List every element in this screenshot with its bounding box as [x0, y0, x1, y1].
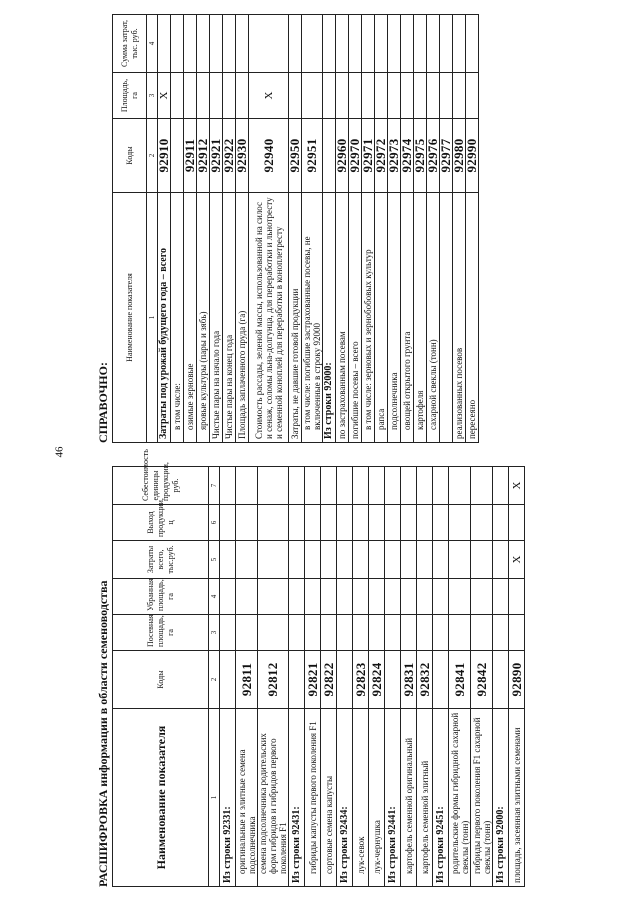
value-cell: [493, 579, 509, 615]
row-code: 92975: [414, 119, 427, 193]
value-cell: [417, 505, 433, 541]
row-code: [337, 651, 353, 709]
value-cell: [353, 505, 369, 541]
row-label: Чистые пары на конец года: [223, 193, 236, 443]
value-cell: [337, 579, 353, 615]
row-code: [433, 651, 449, 709]
value-cell: [493, 615, 509, 651]
value-cell: [427, 15, 440, 73]
table-row: [414, 15, 427, 443]
row-code: 92911: [184, 119, 197, 193]
value-cell: [289, 467, 305, 505]
row-label: Площадь заплаченного пруда (га): [236, 193, 249, 443]
value-cell: [236, 15, 249, 73]
row-label: озимые зерновые: [184, 193, 197, 443]
value-cell: [493, 541, 509, 579]
value-cell: [385, 579, 401, 615]
value-cell: [369, 615, 385, 651]
row-label: Затраты, не давшие готовой продукции: [289, 193, 302, 443]
row-code: 92977: [440, 119, 453, 193]
row-label: семена подсолнечника родительских форм гибридов и гибридов первого поколения F1: [258, 709, 289, 887]
row-label: картофель семенной оригинальный: [401, 709, 417, 887]
row-code: 92973: [388, 119, 401, 193]
value-cell: [336, 15, 349, 73]
value-cell: [184, 73, 197, 119]
row-code: [493, 651, 509, 709]
table-row: [321, 467, 337, 887]
row-code: 92823: [353, 651, 369, 709]
value-cell: [388, 15, 401, 73]
header-row: [113, 15, 147, 443]
row-code: 92970: [349, 119, 362, 193]
table-row: [417, 467, 433, 887]
value-cell: [353, 615, 369, 651]
row-code: 92960: [336, 119, 349, 193]
row-label: гибриды первого поколения F1 сахарной свеклы (тонн): [471, 709, 493, 887]
value-cell: [236, 579, 258, 615]
value-cell: [401, 15, 414, 73]
value-cell: [321, 467, 337, 505]
row-label: в том числе: зерновых и зернобобовых культур: [362, 193, 375, 443]
table-row: [220, 467, 236, 887]
value-cell: [337, 467, 353, 505]
value-cell: [449, 541, 471, 579]
value-cell: [369, 541, 385, 579]
row-label: гибриды капусты первого поколения F1: [305, 709, 321, 887]
row-label: картофеля: [414, 193, 427, 443]
value-cell: [258, 579, 289, 615]
col-number: 5: [209, 541, 220, 579]
value-cell: [362, 15, 375, 73]
column-number-row: [209, 467, 220, 887]
value-cell: [337, 505, 353, 541]
row-label: родительские формы гибридной сахарной свеклы (тонн): [449, 709, 471, 887]
row-code: 92972: [375, 119, 388, 193]
table-row: [171, 15, 184, 443]
table-row: [401, 15, 414, 443]
value-cell: [258, 467, 289, 505]
x-mark: X: [249, 73, 289, 119]
column-number-row: [147, 15, 158, 443]
col-header: Наименование показателя: [113, 709, 209, 887]
value-cell: [236, 541, 258, 579]
value-cell: [417, 467, 433, 505]
row-label: яровые культуры (пары и зябь): [197, 193, 210, 443]
value-cell: [220, 579, 236, 615]
value-cell: [210, 73, 223, 119]
table-row: [349, 15, 362, 443]
value-cell: [385, 467, 401, 505]
value-cell: [220, 467, 236, 505]
value-cell: [433, 467, 449, 505]
value-cell: [440, 15, 453, 73]
value-cell: [509, 579, 525, 615]
col-header: Наименование показателя: [113, 193, 147, 443]
row-label: Из строки 92000:: [493, 709, 509, 887]
value-cell: [375, 73, 388, 119]
value-cell: [321, 541, 337, 579]
row-code: 92831: [401, 651, 417, 709]
row-code: 92980: [453, 119, 466, 193]
table-row: [184, 15, 197, 443]
value-cell: [427, 73, 440, 119]
table-row: [385, 467, 401, 887]
value-cell: [321, 615, 337, 651]
value-cell: [471, 579, 493, 615]
table-body: [220, 467, 525, 887]
col-number: 3: [147, 73, 158, 119]
value-cell: [305, 615, 321, 651]
x-mark: X: [158, 73, 171, 119]
value-cell: [385, 505, 401, 541]
left-section-title: РАСШИФРОВКА информации в области семеноводства: [96, 580, 110, 887]
row-label: в том числе:: [171, 193, 184, 443]
value-cell: [258, 541, 289, 579]
value-cell: [471, 467, 493, 505]
col-number: 2: [209, 651, 220, 709]
table-row: [440, 15, 453, 443]
value-cell: [236, 73, 249, 119]
value-cell: [353, 541, 369, 579]
row-code: 92921: [210, 119, 223, 193]
value-cell: [305, 579, 321, 615]
col-number: 6: [209, 505, 220, 541]
table-row: [362, 15, 375, 443]
value-cell: [171, 15, 184, 73]
table-row: [427, 15, 440, 443]
value-cell: [388, 73, 401, 119]
col-header: Коды: [113, 651, 209, 709]
value-cell: [493, 467, 509, 505]
value-cell: [197, 15, 210, 73]
value-cell: [349, 73, 362, 119]
value-cell: [385, 615, 401, 651]
table-row: [210, 15, 223, 443]
row-code: 92940: [249, 119, 289, 193]
seed-breakdown-table: [112, 449, 525, 887]
row-code: 92990: [466, 119, 479, 193]
table-row: [466, 15, 479, 443]
row-label: Из строки 92451:: [433, 709, 449, 887]
row-label: картофель семенной элитный: [417, 709, 433, 887]
col-number: 7: [209, 467, 220, 505]
table-row: [223, 15, 236, 443]
col-header: Выход продукции, ц: [113, 505, 209, 541]
row-code: 92951: [302, 119, 323, 193]
table-body: [158, 15, 479, 443]
value-cell: [184, 15, 197, 73]
value-cell: [471, 541, 493, 579]
row-label: площадь, засеянная элитными семенами: [509, 709, 525, 887]
value-cell: [305, 505, 321, 541]
row-code: 92912: [197, 119, 210, 193]
table-row: [236, 467, 258, 887]
table-row: [449, 467, 471, 887]
value-cell: [433, 541, 449, 579]
row-label: Затраты под урожай будущего года – всего: [158, 193, 171, 443]
col-number: 4: [147, 15, 158, 73]
row-code: 92824: [369, 651, 385, 709]
value-cell: [171, 73, 184, 119]
table-row: [323, 15, 336, 443]
value-cell: [305, 541, 321, 579]
value-cell: [223, 15, 236, 73]
value-cell: [323, 15, 336, 73]
value-cell: [236, 467, 258, 505]
table-row: [249, 15, 289, 443]
row-label: погибшие посевы – всего: [349, 193, 362, 443]
row-label: Из строки 92431:: [289, 709, 305, 887]
value-cell: [258, 615, 289, 651]
table-row: [258, 467, 289, 887]
value-cell: [353, 579, 369, 615]
value-cell: [417, 579, 433, 615]
col-header: Себестоимость единицы продукции, руб.: [113, 467, 209, 505]
value-cell: [453, 73, 466, 119]
row-code: 92930: [236, 119, 249, 193]
value-cell: [369, 579, 385, 615]
header-row: [113, 467, 209, 887]
table-row: [336, 15, 349, 443]
value-cell: [236, 505, 258, 541]
row-code: 92842: [471, 651, 493, 709]
table-row: [493, 467, 509, 887]
value-cell: [258, 505, 289, 541]
row-code: 92922: [223, 119, 236, 193]
row-code: 92910: [158, 119, 171, 193]
value-cell: [414, 73, 427, 119]
value-cell: [210, 15, 223, 73]
table-row: [375, 15, 388, 443]
value-cell: [220, 615, 236, 651]
value-cell: [466, 15, 479, 73]
row-label: Из строки 92441:: [385, 709, 401, 887]
row-label: Чистые пары на начало года: [210, 193, 223, 443]
col-header: Затраты всего, тыс.руб.: [113, 541, 209, 579]
table-row: [401, 467, 417, 887]
row-label: сортовые семена капусты: [321, 709, 337, 887]
row-code: 92822: [321, 651, 337, 709]
value-cell: [466, 73, 479, 119]
value-cell: [302, 15, 323, 73]
row-code: 92890: [509, 651, 525, 709]
value-cell: [336, 73, 349, 119]
table-row: [158, 15, 171, 443]
row-label: Стоимость рассады, зеленой массы, использованной на силос и сенаж, соломы льна-долгунца, для переработки и льнотресту и семенной коноплей для переработки в коноплетресту: [249, 193, 289, 443]
row-code: 92821: [305, 651, 321, 709]
value-cell: [509, 615, 525, 651]
reference-table: [112, 14, 479, 443]
value-cell: [401, 579, 417, 615]
value-cell: [417, 541, 433, 579]
value-cell: [417, 615, 433, 651]
row-label: лук-севок: [353, 709, 369, 887]
value-cell: [433, 579, 449, 615]
value-cell: [449, 579, 471, 615]
col-number: 1: [147, 193, 158, 443]
value-cell: [305, 467, 321, 505]
row-label: Из строки 92000:: [323, 193, 336, 443]
value-cell: [349, 15, 362, 73]
value-cell: [289, 15, 302, 73]
value-cell: [453, 15, 466, 73]
value-cell: [471, 615, 493, 651]
table-row: [302, 15, 323, 443]
value-cell: [289, 73, 302, 119]
value-cell: [289, 505, 305, 541]
col-header: Коды: [113, 119, 147, 193]
row-code: 92841: [449, 651, 471, 709]
table-row: [369, 467, 385, 887]
value-cell: [401, 73, 414, 119]
value-cell: [369, 505, 385, 541]
value-cell: [220, 541, 236, 579]
value-cell: [362, 73, 375, 119]
table-row: [433, 467, 449, 887]
value-cell: [337, 541, 353, 579]
value-cell: [493, 505, 509, 541]
value-cell: [449, 467, 471, 505]
x-mark: X: [509, 467, 525, 505]
row-code: 92976: [427, 119, 440, 193]
table-row: [289, 15, 302, 443]
row-label: подсолнечника: [388, 193, 401, 443]
row-code: 92974: [401, 119, 414, 193]
value-cell: [509, 505, 525, 541]
table-row: [471, 467, 493, 887]
value-cell: [353, 467, 369, 505]
value-cell: [289, 579, 305, 615]
table-row: [289, 467, 305, 887]
value-cell: [289, 615, 305, 651]
table-row: [236, 15, 249, 443]
value-cell: [385, 541, 401, 579]
value-cell: [401, 505, 417, 541]
col-header: Убранная площадь, га: [113, 579, 209, 615]
row-code: 92950: [289, 119, 302, 193]
row-label: по застрахованным посевам: [336, 193, 349, 443]
value-cell: [321, 579, 337, 615]
value-cell: [220, 505, 236, 541]
row-label: Из строки 92434:: [337, 709, 353, 887]
row-code: [289, 651, 305, 709]
table-row: [197, 15, 210, 443]
value-cell: [223, 73, 236, 119]
row-code: 92832: [417, 651, 433, 709]
table-row: [305, 467, 321, 887]
col-header: Площадь, га: [113, 73, 147, 119]
value-cell: [375, 15, 388, 73]
value-cell: [414, 15, 427, 73]
value-cell: [449, 505, 471, 541]
table-row: [388, 15, 401, 443]
x-mark: X: [509, 541, 525, 579]
row-code: 92811: [236, 651, 258, 709]
col-number: 1: [209, 709, 220, 887]
row-label: пересеяно: [466, 193, 479, 443]
value-cell: [323, 73, 336, 119]
table-row: [453, 15, 466, 443]
row-label: реализованных посевов: [453, 193, 466, 443]
value-cell: [321, 505, 337, 541]
value-cell: [158, 15, 171, 73]
value-cell: [471, 505, 493, 541]
value-cell: [236, 615, 258, 651]
value-cell: [433, 615, 449, 651]
value-cell: [369, 467, 385, 505]
row-code: 92971: [362, 119, 375, 193]
value-cell: [440, 73, 453, 119]
row-code: [385, 651, 401, 709]
value-cell: [197, 73, 210, 119]
value-cell: [249, 15, 289, 73]
value-cell: [289, 541, 305, 579]
right-section-title: СПРАВОЧНО:: [96, 362, 110, 443]
row-code: 92812: [258, 651, 289, 709]
value-cell: [337, 615, 353, 651]
page-number: 46: [53, 446, 66, 458]
row-code: [220, 651, 236, 709]
value-cell: [401, 615, 417, 651]
row-label: рапса: [375, 193, 388, 443]
col-number: 4: [209, 579, 220, 615]
row-label: лук-чернушка: [369, 709, 385, 887]
col-number: 3: [209, 615, 220, 651]
value-cell: [449, 615, 471, 651]
value-cell: [401, 467, 417, 505]
value-cell: [302, 73, 323, 119]
table-row: [337, 467, 353, 887]
row-label: Из строки 92331:: [220, 709, 236, 887]
row-label: [440, 193, 453, 443]
row-label: в том числе: погибшие застрахованные посевы, не включенные в строку 92000: [302, 193, 323, 443]
row-label: оригинальные и элитные семена подсолнечника: [236, 709, 258, 887]
row-label: овощей открытого грунта: [401, 193, 414, 443]
value-cell: [401, 541, 417, 579]
table-row: [353, 467, 369, 887]
col-header: Посевная площадь, га: [113, 615, 209, 651]
row-label: сахарной свеклы (тонн): [427, 193, 440, 443]
table-row: [509, 467, 525, 887]
value-cell: [433, 505, 449, 541]
col-number: 2: [147, 119, 158, 193]
col-header: Сумма затрат, тыс. руб.: [113, 15, 147, 73]
